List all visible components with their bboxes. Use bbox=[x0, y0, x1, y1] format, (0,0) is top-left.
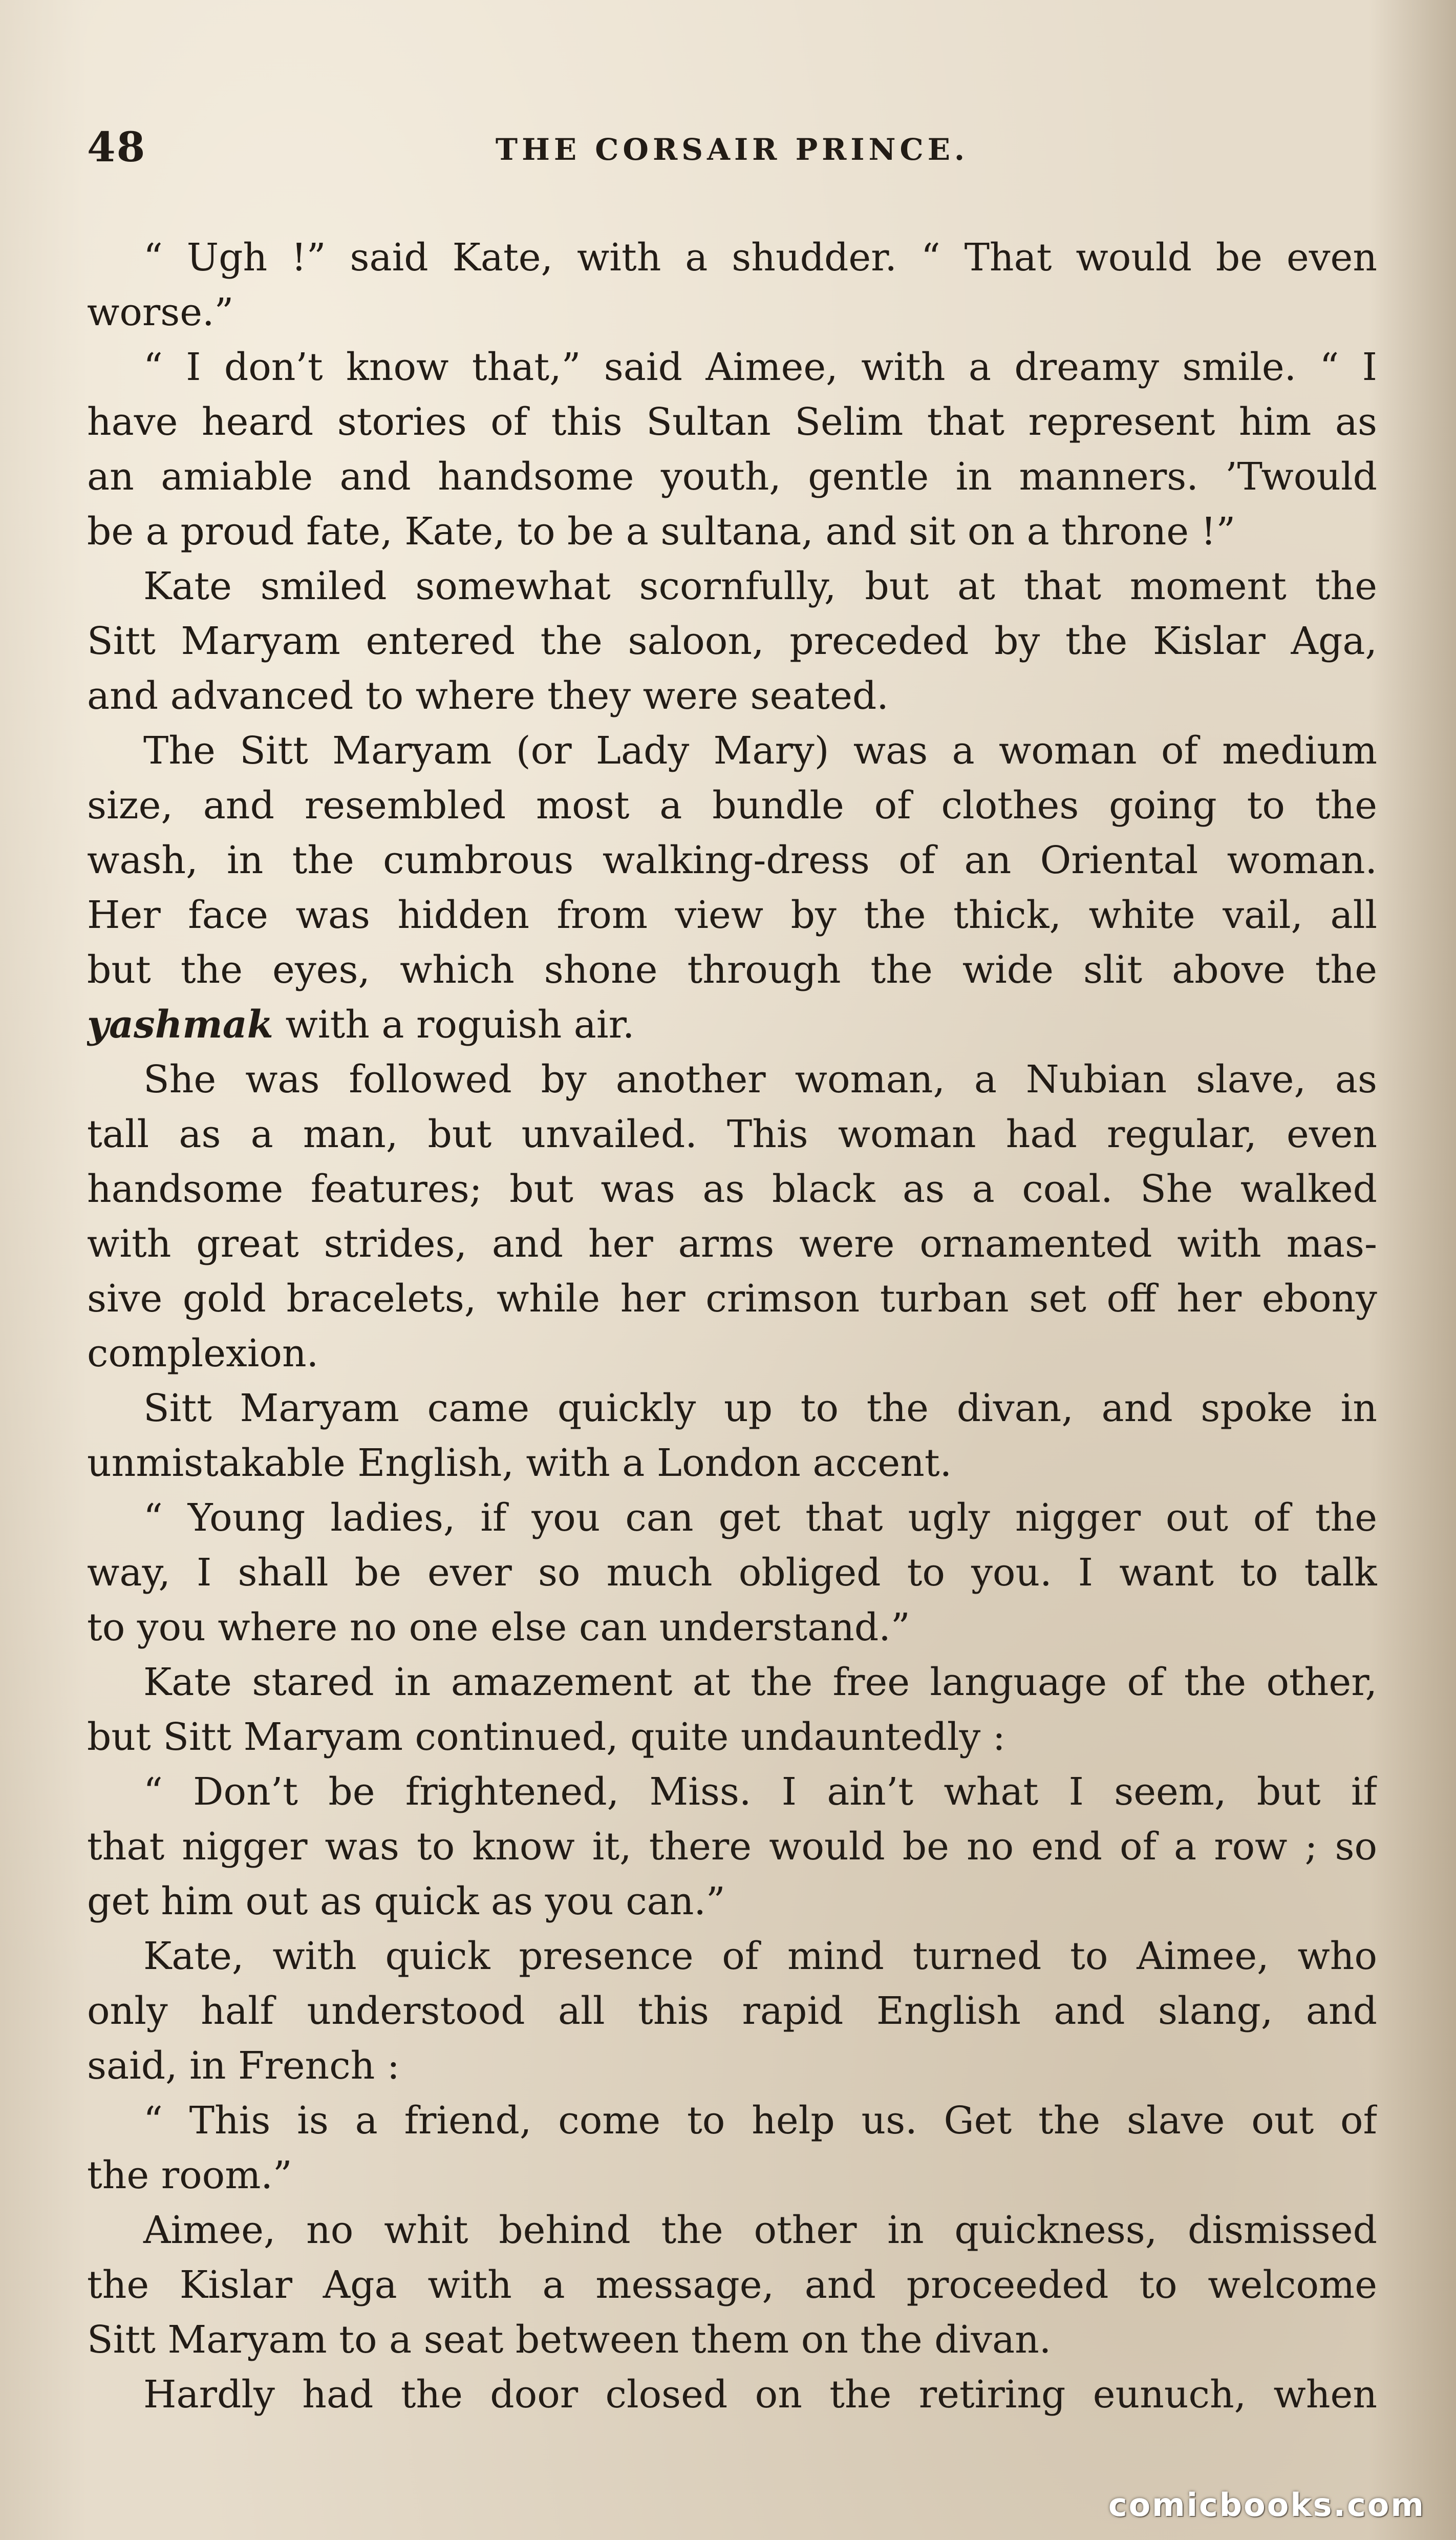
text-line: yashmak with a roguish air. bbox=[87, 1003, 635, 1047]
text-line: be a proud fate, Kate, to be a sultana, and sit on a throne !” bbox=[87, 510, 1236, 554]
text-line: handsome features; but was as black as a coal. She walked bbox=[87, 1167, 1377, 1211]
text-line: “ I don’t know that,” said Aimee, with a dreamy smile. “ I bbox=[143, 345, 1377, 389]
text-line: way, I shall be ever so much obliged to you. I want to talk bbox=[87, 1551, 1377, 1595]
text-line: to you where no one else can understand.” bbox=[87, 1605, 910, 1649]
text-line: “ This is a friend, come to help us. Get the slave out of bbox=[143, 2099, 1377, 2143]
italic-word: yashmak bbox=[87, 1003, 273, 1047]
text-line: Her face was hidden from view by the thick, white vail, all bbox=[87, 893, 1377, 937]
running-head: THE CORSAIR PRINCE. bbox=[495, 132, 969, 167]
text-line: only half understood all this rapid English and slang, and bbox=[87, 1989, 1377, 2033]
text-line: Kate, with quick presence of mind turned to Aimee, who bbox=[143, 1934, 1377, 1978]
text-line: the room.” bbox=[87, 2153, 292, 2197]
text-line: She was followed by another woman, a Nubian slave, as bbox=[143, 1057, 1377, 1102]
text-line: tall as a man, but unvailed. This woman had regular, even bbox=[87, 1112, 1377, 1156]
text-line: Aimee, no whit behind the other in quickness, dismissed bbox=[143, 2208, 1377, 2252]
text-line: Kate stared in amazement at the free language of the other, bbox=[143, 1660, 1377, 1704]
text-line: the Kislar Aga with a message, and proceeded to welcome bbox=[87, 2263, 1377, 2307]
text-line: but the eyes, which shone through the wide slit above the bbox=[87, 948, 1377, 992]
text-line: complexion. bbox=[87, 1331, 319, 1375]
text-line: Hardly had the door closed on the retiring eunuch, when bbox=[143, 2373, 1377, 2417]
watermark: comicbooks.com bbox=[1108, 2486, 1425, 2524]
text-line: worse.” bbox=[87, 290, 234, 334]
text-line: sive gold bracelets, while her crimson turban set off her ebony bbox=[87, 1277, 1377, 1321]
text-line: said, in French : bbox=[87, 2044, 400, 2088]
text-line: get him out as quick as you can.” bbox=[87, 1879, 725, 1923]
text-line: Sitt Maryam entered the saloon, preceded by the Kislar Aga, bbox=[87, 619, 1377, 663]
body-text bbox=[87, 230, 1377, 2422]
text-line: “ Don’t be frightened, Miss. I ain’t what I seem, but if bbox=[143, 1770, 1377, 1814]
text-line: Kate smiled somewhat scornfully, but at that moment the bbox=[143, 564, 1377, 608]
text-line: “ Young ladies, if you can get that ugly nigger out of the bbox=[143, 1496, 1377, 1540]
text-line: The Sitt Maryam (or Lady Mary) was a woman of medium bbox=[143, 729, 1377, 773]
text-line: “ Ugh !” said Kate, with a shudder. “ That would be even bbox=[143, 236, 1377, 280]
text-line: wash, in the cumbrous walking-dress of an Oriental woman. bbox=[87, 838, 1377, 882]
text-line: and advanced to where they were seated. bbox=[87, 674, 889, 718]
text-line: have heard stories of this Sultan Selim that represent him as bbox=[87, 400, 1377, 444]
text-line: that nigger was to know it, there would be no end of a row ; so bbox=[87, 1825, 1377, 1869]
text-line: size, and resembled most a bundle of clothes going to the bbox=[87, 784, 1377, 828]
page-number: 48 bbox=[87, 123, 146, 171]
text-line: Sitt Maryam came quickly up to the divan, and spoke in bbox=[143, 1386, 1377, 1430]
text-line: but Sitt Maryam continued, quite undauntedly : bbox=[87, 1715, 1005, 1759]
text-line: an amiable and handsome youth, gentle in manners. ’Twould bbox=[87, 455, 1377, 499]
page-header bbox=[87, 123, 1377, 179]
text-line: Sitt Maryam to a seat between them on the divan. bbox=[87, 2318, 1052, 2362]
text-line: unmistakable English, with a London accent. bbox=[87, 1441, 952, 1485]
text-line: with great strides, and her arms were ornamented with mas- bbox=[87, 1222, 1377, 1266]
